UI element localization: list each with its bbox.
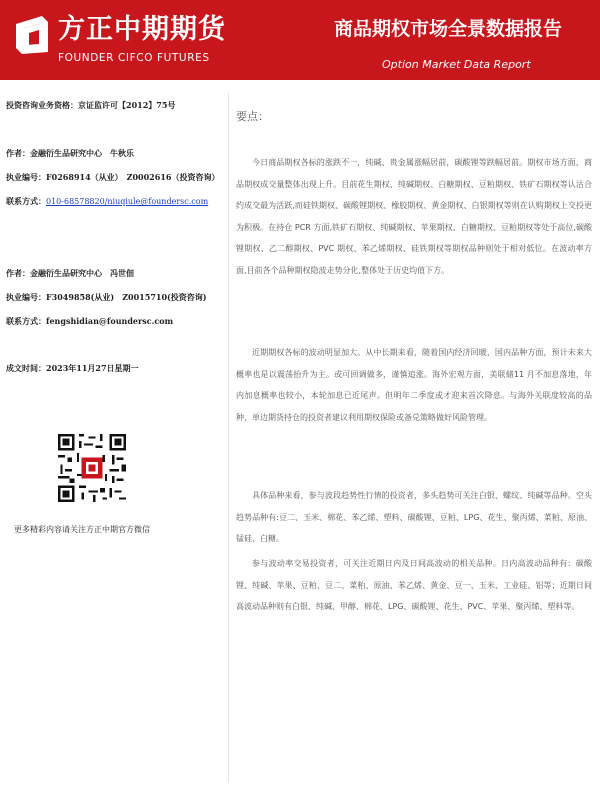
author-2-name: 作者：金融衍生品研究中心 冯世佃 (6, 268, 134, 278)
author-2-license: 执业编号：F3049858(从业) Z0015710(投资咨询) (6, 292, 207, 302)
report-subtitle: Option Market Data Report (382, 58, 531, 71)
qualification-text: 投资咨询业务资格：京证监许可【2012】75号 (6, 100, 176, 110)
wechat-qr-code-icon[interactable] (58, 434, 126, 502)
brand-name-cn: 方正中期期货 (58, 14, 226, 45)
author-1-license: 执业编号：F0268914（从业） Z0002616（投资咨询） (6, 172, 220, 182)
report-title: 商品期权市场全景数据报告 (334, 18, 563, 40)
author-1-contact-link[interactable]: 010-68578820/niuqiule@foundersc.com (46, 197, 209, 206)
paragraph-outlook: 近期期权各标的波动明显加大。从中长期来看，随着国内经济回暖，国内品种方面，预计未来大概率也是以震荡抬升为主。或可回调做多，谨慎追涨。海外宏观方面，美联储11 月不加息落地，年内加息概率也较小，本轮加息已近尾声。但明年二季度或才迎来首次降息。与海外关联度较高的品种，单边期货持仓的投资者建议利用期权保险或备兑策略做好风险管理。 (236, 348, 592, 422)
key-points-heading: 要点： (236, 110, 269, 123)
author-1-name: 作者：金融衍生品研究中心 牛秋乐 (6, 148, 134, 158)
paragraph-volatility-strategy: 参与波动率交易投资者，可关注近期日内及日间高波动的相关品种。日内高波动品种有：碳酸锂、纯碱、苹果、豆粕、豆二、菜粕、原油、苯乙烯、黄金、豆一、玉米、工业硅、铝等；近期日间高波动品种则有白银、纯碱、甲醇、棉花、LPG、碳酸锂、花生、PVC、苹果、聚丙烯、塑料等。 (236, 559, 592, 611)
publish-date: 成文时间：2023年11月27日星期一 (6, 363, 139, 373)
author-2-contact: 联系方式：fengshidian@foundersc.com (6, 316, 174, 326)
report-header (0, 0, 600, 80)
column-divider (228, 92, 229, 782)
founder-logo-icon (12, 14, 50, 56)
paragraph-market-overview: 今日商品期权各标的涨跌不一，纯碱、贵金属涨幅居前，碳酸锂等跌幅居前。期权市场方面，商品期权成交量整体出现上升。目前花生期权、纯碱期权、白糖期权、豆粕期权、铁矿石期权等认沽合约成交最为活跃,而硅铁期权、碳酸锂期权、橡胶期权、黄金期权、白银期权等则在认购期权上交投更为积极。在持仓 PCR 方面,铁矿石期权、纯碱期权、苹果期权、白糖期权、豆粕期权等处于高位,碳酸锂期权、乙二醇期权、PVC 期权、苯乙烯期权、硅铁期权等期权品种则处于相对低位。在波动率方面,目前各个品种期权隐波走势分化,整体处于历史均值下方。 (236, 158, 592, 275)
qr-caption: 更多精彩内容请关注方正中期官方微信 (14, 525, 150, 534)
author-1-contact (6, 196, 208, 207)
paragraph-trend-strategy: 具体品种来看，参与波段趋势性行情的投资者，多头趋势可关注白银、螺纹、纯碱等品种。空头趋势品种有:豆二、玉米、棉花、苯乙烯、塑料、碳酸锂、豆粕、LPG、花生、聚丙烯、菜粕、原油、锰硅、白糖。 (236, 491, 592, 543)
brand-name-en: FOUNDER CIFCO FUTURES (58, 52, 210, 64)
contact-label: 联系方式： (6, 196, 46, 206)
